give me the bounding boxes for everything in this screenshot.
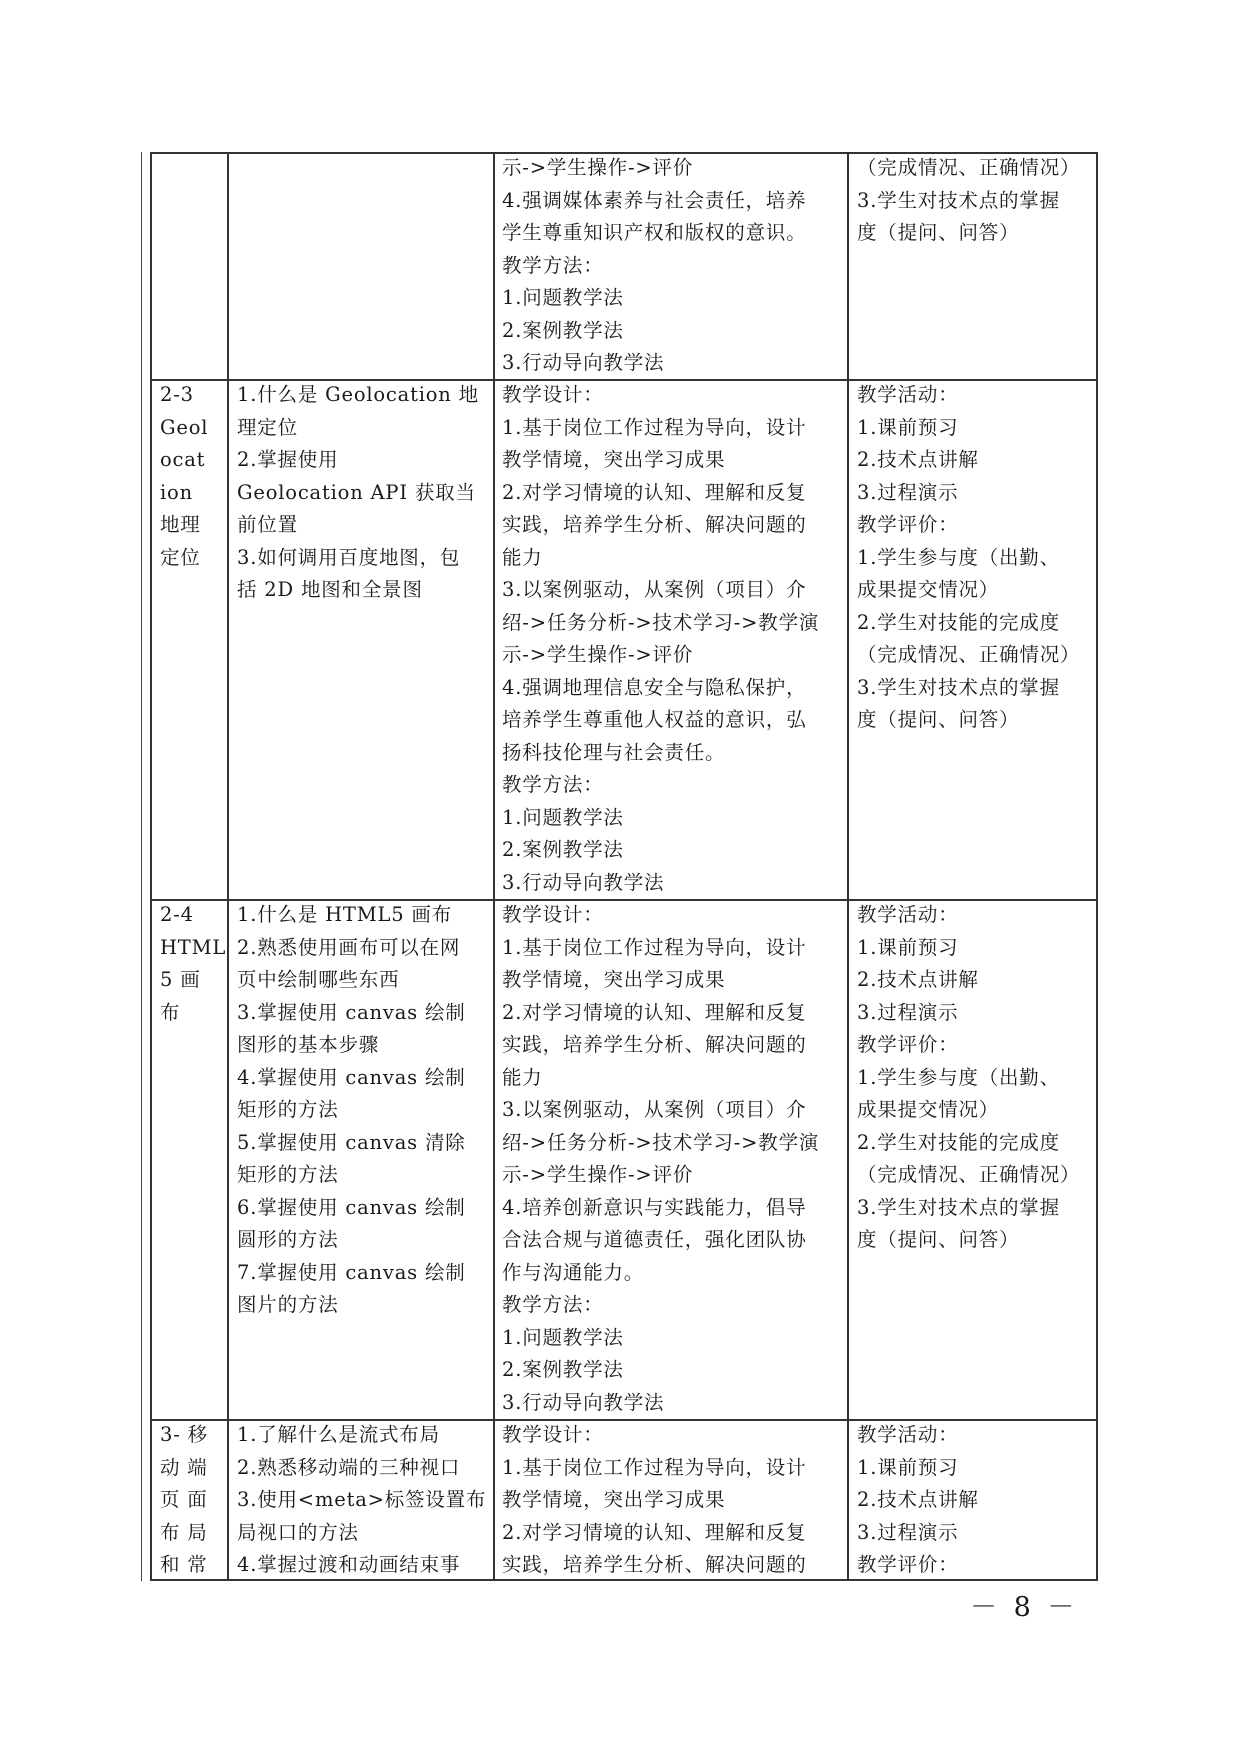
page-number: － 8 －	[970, 1592, 1079, 1623]
table-cell-design: 教学设计： 1.基于岗位工作过程为导向，设计 教学情境，突出学习成果 2.对学习情境的认知、理解和反复 实践，培养学生分析、解决问题的 能力 3.以案例驱动，从案例（项目）介 绍->任务分析->技术学习->教学演 示->学生操作->评价 4.强调地理信息安全与隐私保护， 培养学生尊重他人权益的意识，弘 扬科技伦理与社会责任。 教学方法： 1.问题教学法 2.案例教学法 3.行动导向教学法	[502, 383, 820, 894]
table-cell-content: 1.什么是 HTML5 画布 2.熟悉使用画布可以在网 页中绘制哪些东西 3.掌握使用 canvas 绘制 图形的基本步骤 4.掌握使用 canvas 绘制 矩形的方法 5.掌握使用 canvas 清除 矩形的方法 6.掌握使用 canvas 绘制 圆形的方法 7.掌握使用 canvas 绘制 图片的方法	[237, 903, 466, 1316]
table-cell-evaluation: 教学活动： 1.课前预习 2.技术点讲解 3.过程演示 教学评价：	[857, 1423, 979, 1576]
table-cell-content: 1.了解什么是流式布局 2.熟悉移动端的三种视口 3.使用<meta>标签设置布 局视口的方法 4.掌握过渡和动画结束事	[237, 1423, 487, 1576]
table-cell-evaluation: 教学活动： 1.课前预习 2.技术点讲解 3.过程演示 教学评价： 1.学生参与度（出勤、 成果提交情况） 2.学生对技能的完成度 （完成情况、正确情况） 3.学生对技术点的掌握 度（提问、问答）	[857, 903, 1081, 1251]
table-cell-topic: 2-4 HTML 5 画 布	[160, 903, 227, 1024]
table-cell-design: 示->学生操作->评价 4.强调媒体素养与社会责任，培养 学生尊重知识产权和版权的意识。 教学方法： 1.问题教学法 2.案例教学法 3.行动导向教学法	[502, 156, 807, 374]
table-divider-1	[227, 152, 229, 1581]
table-border-right	[1096, 152, 1098, 1581]
table-cell-topic: 2-3 Geol ocat ion 地理 定位	[160, 383, 209, 569]
table-cell-evaluation: （完成情况、正确情况） 3.学生对技术点的掌握 度（提问、问答）	[857, 156, 1081, 244]
table-cell-topic: 3- 移 动 端 页 面 布 局 和 常	[160, 1423, 208, 1576]
table-divider-2	[493, 152, 495, 1581]
table-border-left	[150, 152, 152, 1581]
table-cell-design: 教学设计： 1.基于岗位工作过程为导向，设计 教学情境，突出学习成果 2.对学习情境的认知、理解和反复 实践，培养学生分析、解决问题的 能力 3.以案例驱动，从案例（项目）介 绍->任务分析->技术学习->教学演 示->学生操作->评价 4.培养创新意识与实践能力，倡导 合法合规与道德责任，强化团队协 作与沟通能力。 教学方法： 1.问题教学法 2.案例教学法 3.行动导向教学法	[502, 903, 820, 1414]
table-cell-content: 1.什么是 Geolocation 地 理定位 2.掌握使用 Geolocation API 获取当 前位置 3.如何调用百度地图，包 括 2D 地图和全景图	[237, 383, 479, 601]
table-cell-evaluation: 教学活动： 1.课前预习 2.技术点讲解 3.过程演示 教学评价： 1.学生参与度（出勤、 成果提交情况） 2.学生对技能的完成度 （完成情况、正确情况） 3.学生对技术点的掌握 度（提问、问答）	[857, 383, 1081, 731]
table-divider-3	[847, 152, 849, 1581]
table-cell-design: 教学设计： 1.基于岗位工作过程为导向，设计 教学情境，突出学习成果 2.对学习情境的认知、理解和反复 实践，培养学生分析、解决问题的	[502, 1423, 807, 1576]
